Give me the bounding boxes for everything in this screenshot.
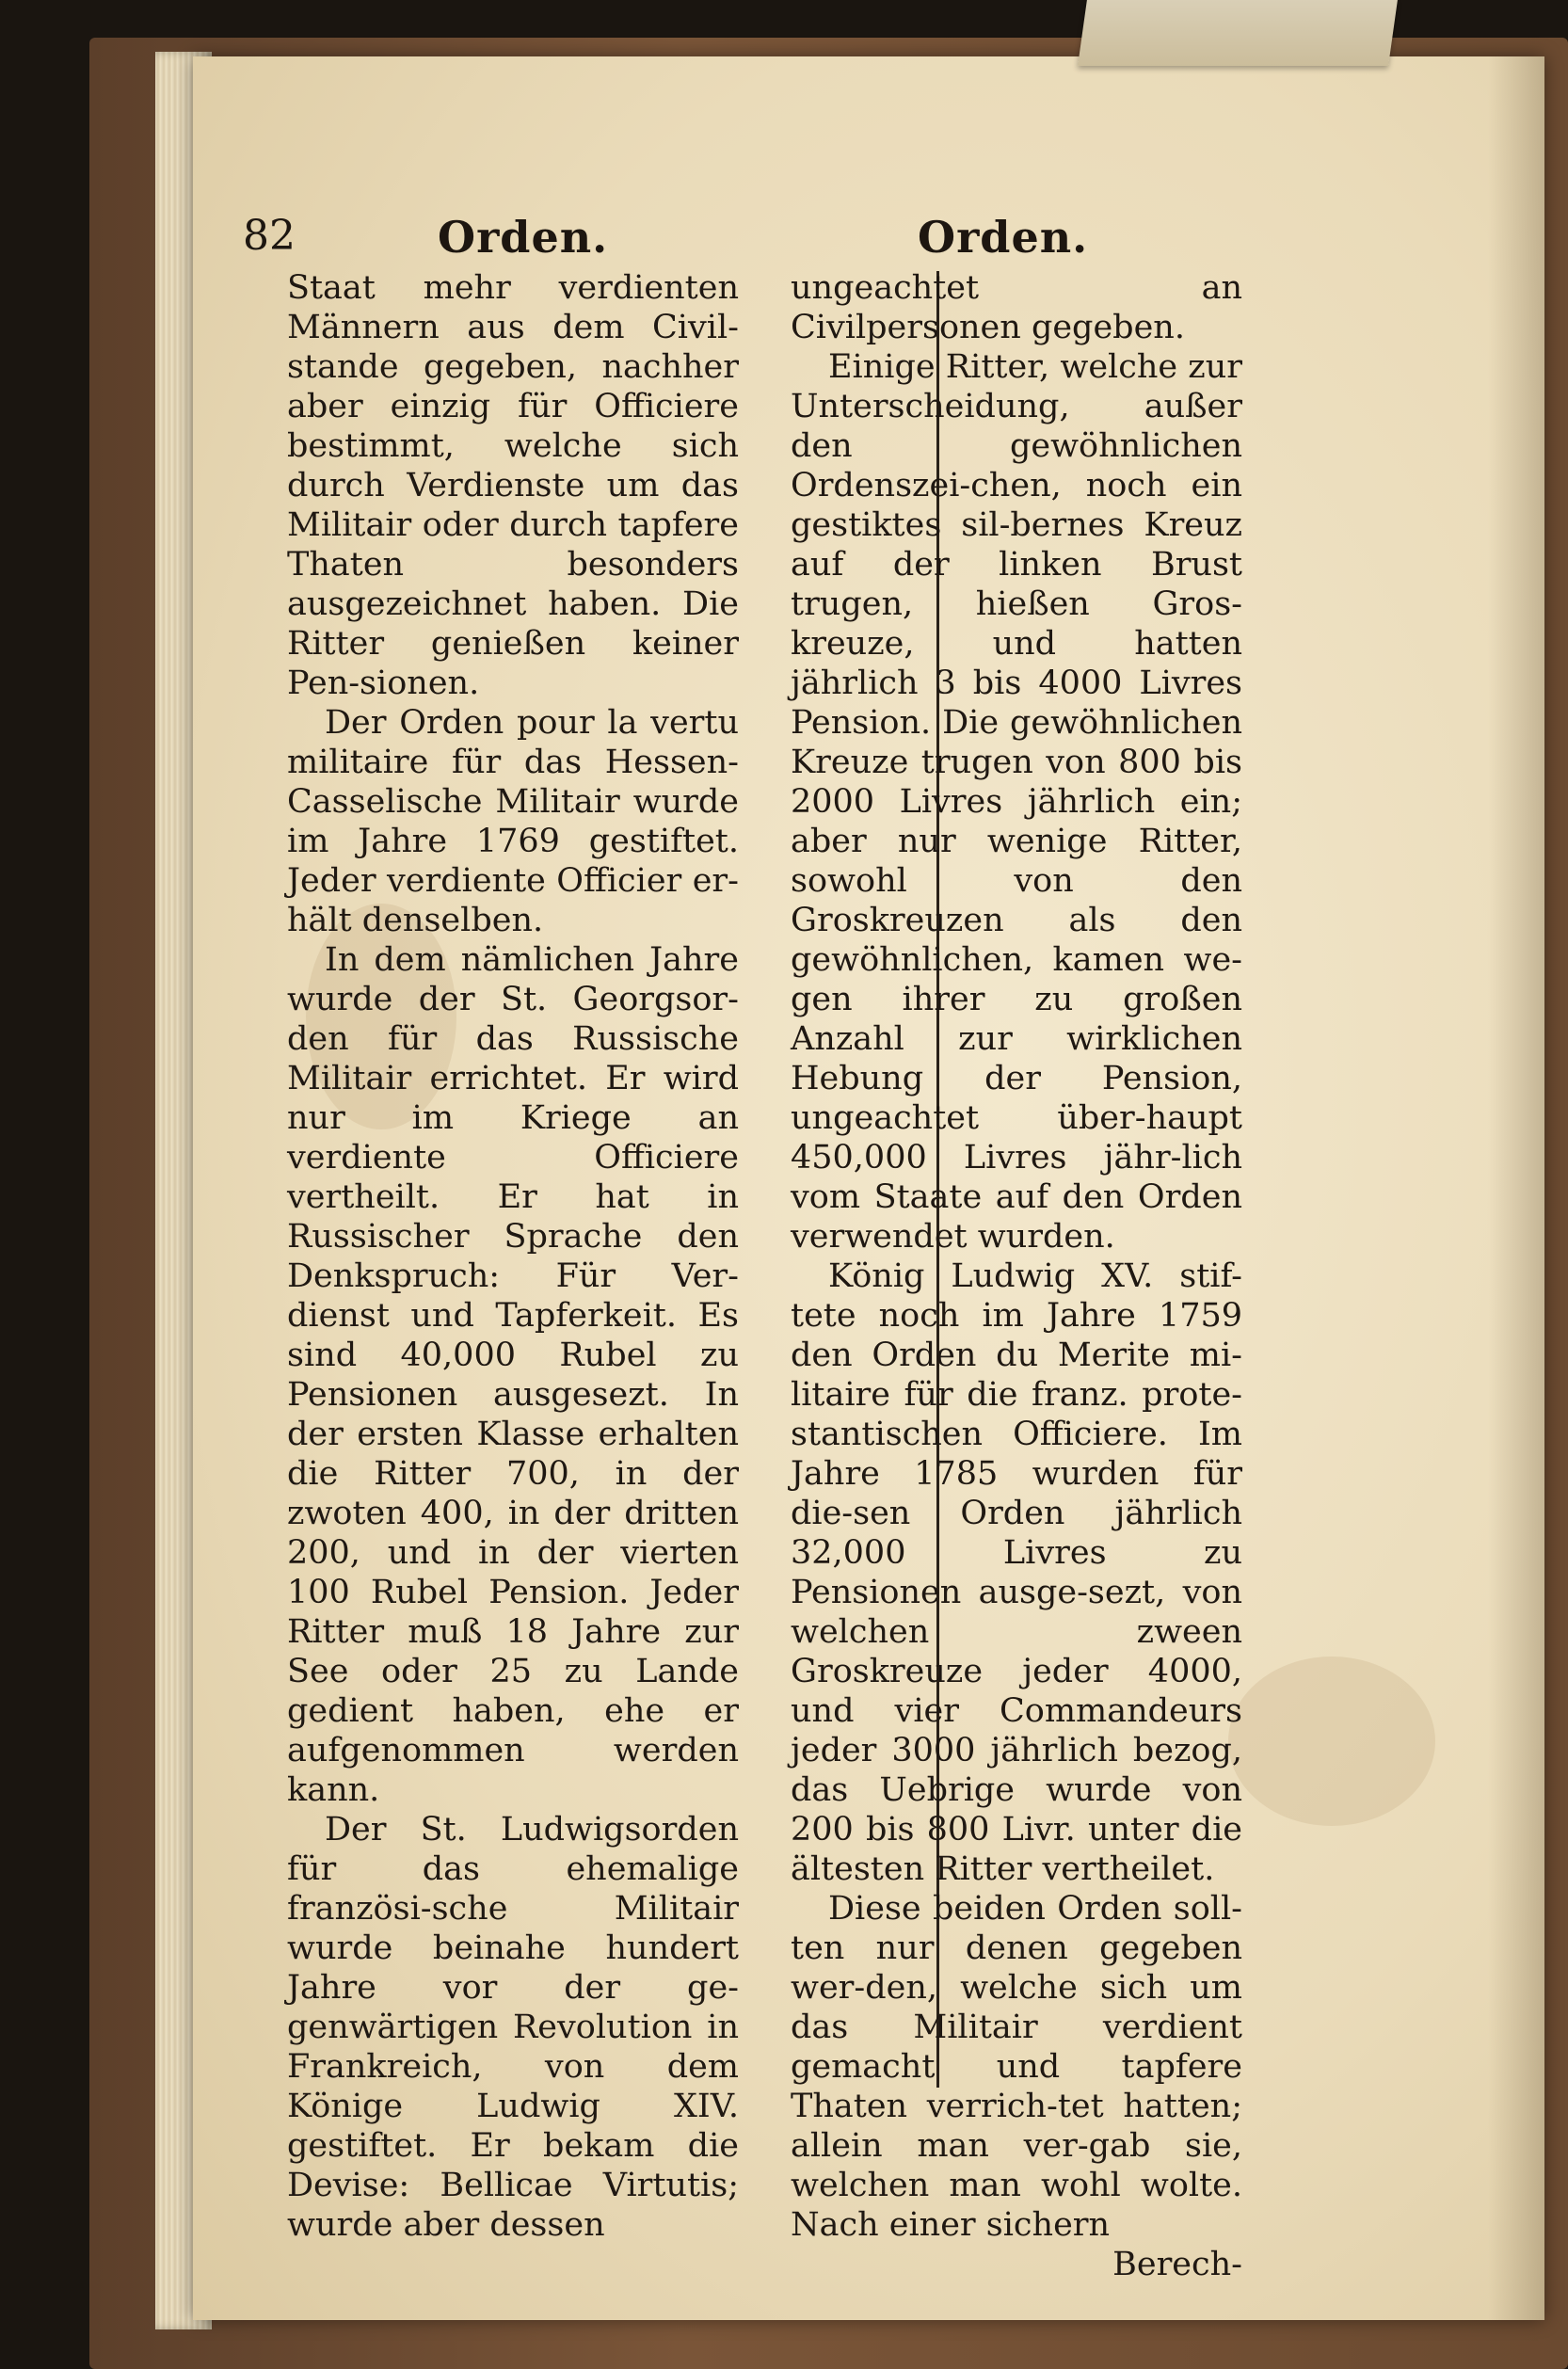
paragraph: ungeachtet an Civilpersonen gegeben.	[791, 269, 1242, 346]
paragraph: Der Orden pour la vertu militaire für das Hessen-Casselische Militair wurde im Jahre 1769 gestiftet. Jeder verdiente Officier er-hält denselben.	[287, 704, 739, 939]
running-head-left: Orden.	[438, 212, 609, 263]
paragraph: Staat mehr verdienten Männern aus dem Civil-stande gegeben, nachher aber einzig für Officiere bestimmt, welche sich durch Verdienste um das Militair oder durch tapfere Thaten besonders ausgezeichnet haben. Die Ritter genießen keiner Pen-sionen.	[287, 269, 739, 702]
paragraph: Der St. Ludwigsorden für das ehemalige französi-sche Militair wurde beinahe hundert Jahre vor der ge-genwärtigen Revolution in Frankreich, von dem Könige Ludwig XIV. gestiftet. Er bekam die Devise: Bellicae Virtutis; wurde aber dessen	[287, 1811, 739, 2244]
bookmark-ribbon	[1078, 0, 1398, 66]
paragraph: König Ludwig XV. stif-tete noch im Jahre 1759 den Orden du Merite mi-litaire für die franz. prote-stantischen Officiere. Im Jahre 1785 wurden für die-sen Orden jährlich 32,000 Livres zu Pensionen ausge-sezt, von welchen zween Groskreuze jeder 4000, und vier Commandeurs jeder 3000 jährlich bezog, das Uebrige wurde von 200 bis 800 Livr. unter die ältesten Ritter vertheilet.	[791, 1257, 1242, 1888]
paragraph: In dem nämlichen Jahre wurde der St. Georgsor-den für das Russische Militair errichtet. Er wird nur im Kriege an verdiente Officiere vertheilt. Er hat in Russischer Sprache den Denkspruch: Für Ver-dienst und Tapferkeit. Es sind 40,000 Rubel zu Pensionen ausgesezt. In der ersten Klasse erhalten die Ritter 700, in der zwoten 400, in der dritten 200, und in der vierten 100 Rubel Pension. Jeder Ritter muß 18 Jahre zur See oder 25 zu Lande gedient haben, ehe er aufgenommen werden kann.	[287, 941, 739, 1809]
page-gutter-shadow	[1488, 56, 1544, 2320]
paragraph: Diese beiden Orden soll-ten nur denen gegeben wer-den, welche sich um das Militair verdient gemacht und tapfere Thaten verrich-tet hatten; allein man ver-gab sie, welchen man wohl wolte. Nach einer sichern	[791, 1890, 1242, 2244]
running-head-right: Orden.	[918, 212, 1089, 263]
paragraph: Einige Ritter, welche zur Unterscheidung, außer den gewöhnlichen Ordenszei-chen, noch ein gestiktes sil-bernes Kreuz auf der linken Brust trugen, hießen Gros-kreuze, und hatten jährlich 3 bis 4000 Livres Pension. Die gewöhnlichen Kreuze trugen von 800 bis 2000 Livres jährlich ein; aber nur wenige Ritter, sowohl von den Groskreuzen als den gewöhnlichen, kamen we-gen ihrer zu großen Anzahl zur wirklichen Hebung der Pension, ungeachtet über-haupt 450,000 Livres jähr-lich vom Staate auf den Orden verwendet wurden.	[791, 348, 1242, 1256]
catchword: Berech-	[1112, 2246, 1242, 2283]
page-number: 82	[243, 212, 296, 260]
left-text-column	[287, 268, 739, 2245]
page-header	[0, 212, 1568, 268]
right-text-column	[791, 268, 1242, 2284]
page-stain	[1228, 1657, 1435, 1826]
